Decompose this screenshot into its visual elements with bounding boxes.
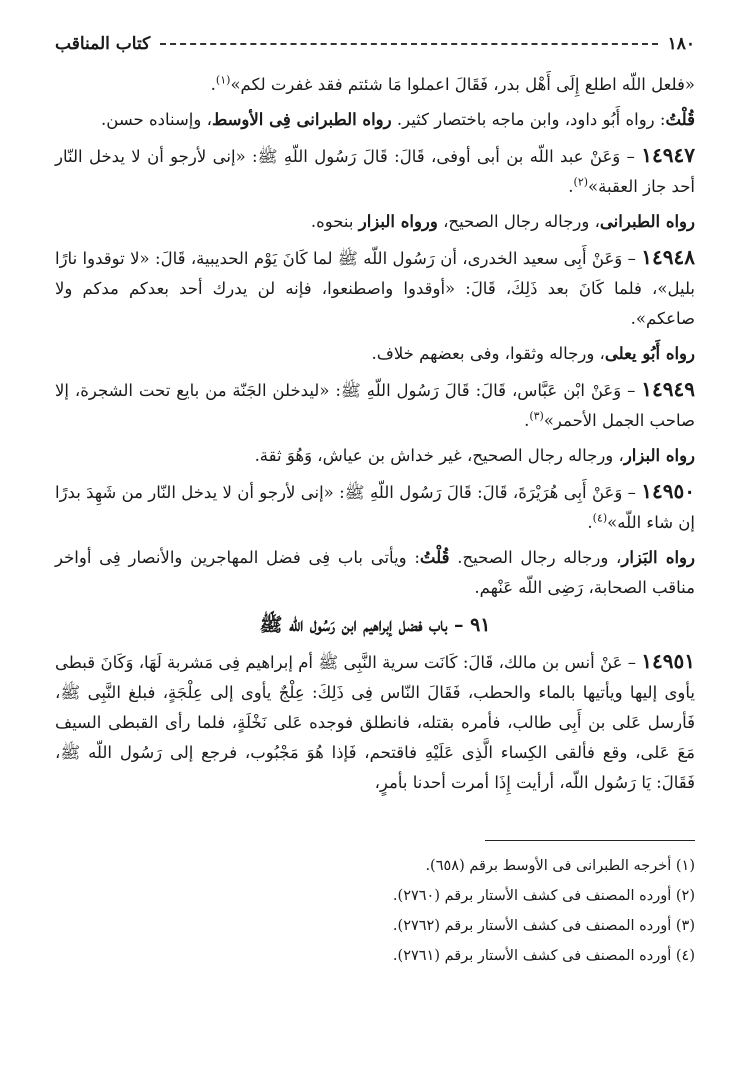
narration-14949 xyxy=(55,441,695,471)
hadith-14947: ١٤٩٤٧ – وَعَنْ عبد اللّه بن أبى أوفى، قَالَ: قَالَ رَسُول اللّهِ ﷺ: «إنى لأرجو أن لا يدخل النّار أحد جاز العقبة»$^{(٢)}$. xyxy=(55,143,695,196)
narration-14950 xyxy=(55,543,695,603)
hadith-text: – وَعَنْ أَبِى هُرَيْرَةَ، قَالَ: قَالَ رَسُول اللّهِ ﷺ: «إنى لأرجو أن لا يدخل النّار من شَهِدَ بدرًا إن شاء اللّه» xyxy=(55,483,695,532)
continuation-text: «فلعل اللّه اطلع إِلَى أَهْل بدر، فَقَالَ اعملوا مَا شئتم فقد غفرت لكم» xyxy=(230,75,695,94)
narration-14947 xyxy=(55,207,695,237)
hadith-number: ١٤٩٥١ xyxy=(641,649,695,673)
source-bold: رواه الطبرانى فِى الأوسط xyxy=(211,110,392,129)
footnote-3: (٣) أورده المصنف فى كشف الأستار برقم (٢٧٦٢). xyxy=(392,918,695,934)
narrator-bold: رواه أَبُو يعلى xyxy=(604,344,695,363)
narration-text: ، ورجاله رجال الصحيح، xyxy=(437,212,600,231)
qultu-label: قُلْتُ xyxy=(419,548,450,567)
paragraph-comment xyxy=(55,105,695,135)
narration-text: ، ورجاله وثقوا، وفى بعضهم خلاف. xyxy=(371,344,605,363)
narration-text-end: : ويأتى باب فِى فضل المهاجرين والأنصار فِى أواخر مناقب الصحابة، رَضِى اللّه عَنْهم. xyxy=(55,548,695,597)
footnote-ref-1: (١) xyxy=(215,73,231,87)
narration-text: ، ورجاله رجال الصحيح، غير خداش بن عياش، وَهُوَ ثقة. xyxy=(254,446,624,465)
narrator-bold: رواه البزار xyxy=(623,446,695,465)
page-body xyxy=(55,70,695,798)
footnote-1: (١) أخرجه الطبرانى فى الأوسط برقم (٦٥٨). xyxy=(425,858,695,874)
footnote-ref-3: (٣) xyxy=(529,409,544,423)
footnote-2: (٢) أورده المصنف فى كشف الأستار برقم (٢٧٦٠). xyxy=(392,888,695,904)
hadith-number: ١٤٩٤٩ xyxy=(641,377,695,401)
narration-text: ، ورجاله رجال الصحيح. xyxy=(449,548,622,567)
narrator-bold: رواه الطبرانى xyxy=(599,212,695,231)
footnote-ref-4: (٤) xyxy=(592,511,608,525)
narration-text-end: بنحوه. xyxy=(310,212,359,231)
hadith-text: – وَعَنْ أَبِى سعيد الخدرى، أن رَسُول اللّه ﷺ لما كَانَ يَوْم الحديبية، قَالَ: «لا توقدوا نارًا بليل»، فلما كَانَ بعد ذَلِكَ، قَالَ: «أوقدوا واصطنعوا، فإنه لن يدرك أحد بعدكم مدكم ولا صاعكم». xyxy=(55,249,695,328)
page xyxy=(55,28,695,964)
paragraph-continuation: «فلعل اللّه اطلع إِلَى أَهْل بدر، فَقَالَ اعملوا مَا شئتم فقد غفرت لكم»$^{(١)}$. xyxy=(210,73,695,94)
page-number: ١٨٠ xyxy=(667,34,695,54)
hadith-text: – وَعَنْ ابْن عَبَّاس، قَالَ: قَالَ رَسُول اللّهِ ﷺ: «ليدخلن الجَنّة من بايع تحت الشجرة، إلا صاحب الجمل الأحمر» xyxy=(55,381,695,430)
header-rule xyxy=(160,43,657,45)
book-title: كتاب المناقب xyxy=(55,34,151,54)
comment-text: : رواه أَبُو داود، وابن ماجه باختصار كثير. xyxy=(391,110,666,129)
narrator-bold-2: ورواه البزار xyxy=(358,212,438,231)
qultu-label: قُلْتُ xyxy=(665,110,695,129)
hadith-14950: ١٤٩٥٠ – وَعَنْ أَبِى هُرَيْرَةَ، قَالَ: قَالَ رَسُول اللّهِ ﷺ: «إنى لأرجو أن لا يدخل النّار من شَهِدَ بدرًا إن شاء اللّه»$^{(٤)}$. xyxy=(55,479,695,532)
chapter-heading: ٩١ – باب فضل إبراهيم ابن رَسُول اللّه ﷺ xyxy=(259,614,491,636)
hadith-14951 xyxy=(55,646,695,798)
hadith-number: ١٤٩٥٠ xyxy=(641,479,695,503)
comment-text-end: ، وإسناده حسن. xyxy=(101,110,212,129)
footnotes xyxy=(55,840,695,971)
hadith-14949: ١٤٩٤٩ – وَعَنْ ابْن عَبَّاس، قَالَ: قَالَ رَسُول اللّهِ ﷺ: «ليدخلن الجَنّة من بايع تحت الشجرة، إلا صاحب الجمل الأحمر»$^{(٣)}$. xyxy=(55,377,695,430)
hadith-text: – وَعَنْ عبد اللّه بن أبى أوفى، قَالَ: قَالَ رَسُول اللّهِ ﷺ: «إنى لأرجو أن لا يدخل النّار أحد جاز العقبة» xyxy=(55,147,695,196)
footnote-rule xyxy=(485,840,695,841)
narration-14948 xyxy=(55,339,695,369)
running-header xyxy=(55,28,695,60)
hadith-number: ١٤٩٤٨ xyxy=(641,245,695,269)
footnote-4: (٤) أورده المصنف فى كشف الأستار برقم (٢٧٦١). xyxy=(392,948,695,964)
footnote-ref-2: (٢) xyxy=(573,175,589,189)
hadith-14948 xyxy=(55,242,695,334)
hadith-number: ١٤٩٤٧ xyxy=(641,143,695,167)
hadith-text: – عَنْ أنس بن مالك، قَالَ: كَانَت سرية النَّبِى ﷺ أم إبراهيم فِى مَشربة لَهَا، وَكَانَ قبطى يأوى إليها ويأتيها بالماء والحطب، فَقَالَ النّاس فِى ذَلِكَ: عِلْجٌ يأوى إلى عِلْجَةٍ، فبلغ النَّبِى ﷺ، فَأرسل عَلى بن أَبِى طالب، فأمره بقتله، فانطلق فوجده عَلى نَخْلَةٍ، فلما رأى القبطى السيف مَعَ عَلى، وقع فألقى الكِساء الَّذِى عَلَيْهِ فاقتحم، فَإذا هُوَ مَجْبُوب، فرجع إلى رَسُول اللّه ﷺ، فَقَالَ: يَا رَسُول اللّه، أرأيت إِذَا أمرت أحدنا بأمرٍ، xyxy=(55,653,695,792)
narrator-bold: رواه البَزار xyxy=(621,548,695,567)
